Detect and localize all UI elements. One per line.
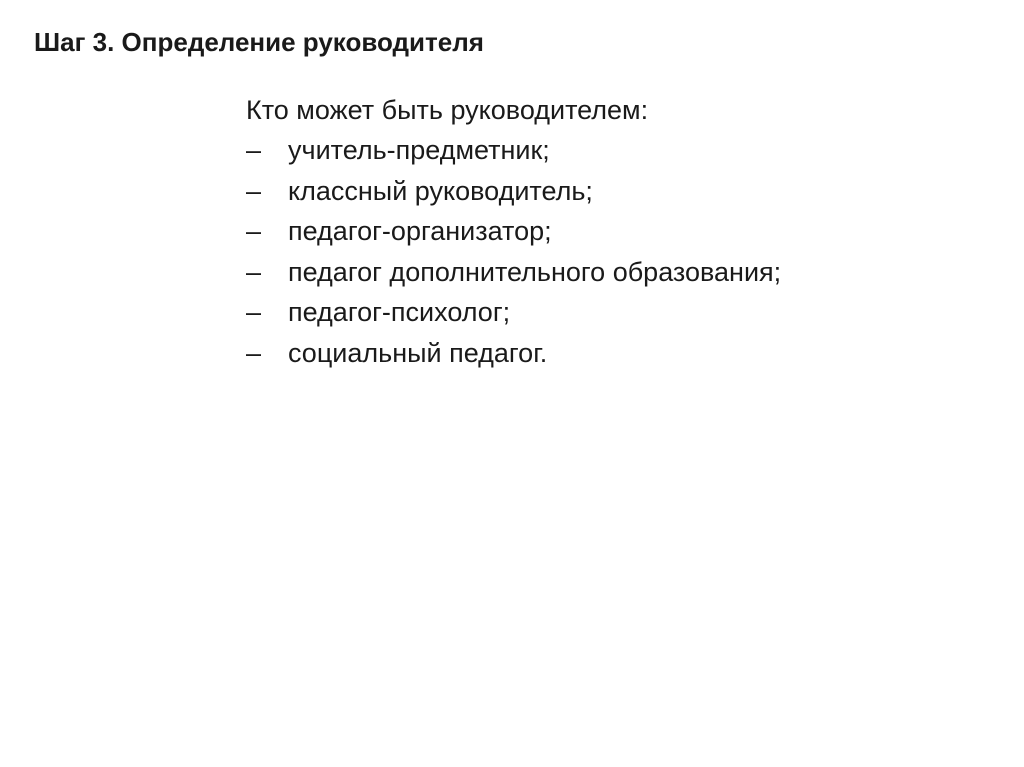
list-item xyxy=(246,333,946,374)
list-item-text: социальный педагог. xyxy=(288,337,548,368)
dash-bullet: – xyxy=(246,135,262,165)
dash-bullet: – xyxy=(246,297,262,327)
intro-text: Кто может быть руководителем: xyxy=(246,95,649,125)
list-item xyxy=(246,130,946,171)
list-item-text: учитель-предметник; xyxy=(288,135,550,165)
list-item-text: классный руководитель; xyxy=(288,175,593,206)
dash-bullet: – xyxy=(246,337,262,368)
dash-bullet: – xyxy=(246,175,262,206)
dash-bullet: – xyxy=(246,216,262,246)
list-item-text: педагог дополнительного образования; xyxy=(288,256,782,287)
list-item xyxy=(246,211,946,252)
role-list xyxy=(246,130,946,373)
list-item xyxy=(246,292,946,333)
list-item-text: педагог-психолог; xyxy=(288,297,511,327)
dash-bullet: – xyxy=(246,256,262,287)
list-item xyxy=(246,252,946,293)
list-item-text: педагог-организатор; xyxy=(288,216,552,246)
slide-title: Шаг 3. Определение руководителя xyxy=(34,27,484,57)
list-item xyxy=(246,171,946,212)
slide-content xyxy=(246,90,946,373)
